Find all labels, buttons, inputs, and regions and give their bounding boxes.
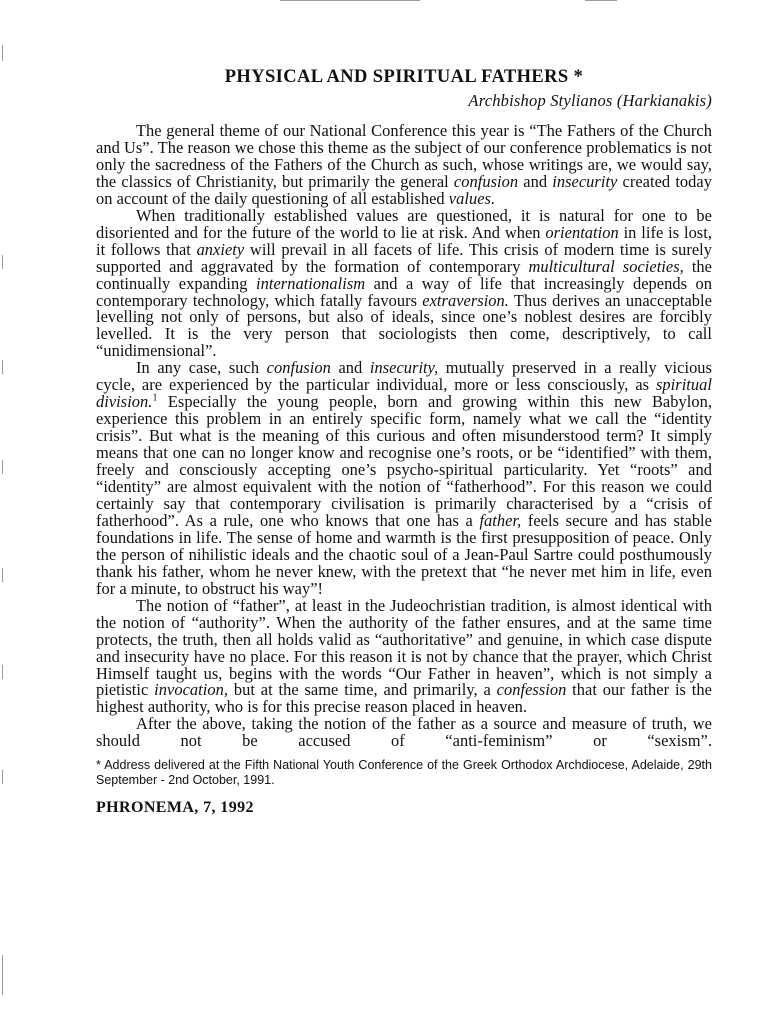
- article-title: PHYSICAL AND SPIRITUAL FATHERS *: [224, 67, 584, 87]
- italic-phrase: anxiety: [196, 239, 245, 259]
- scan-mark: [2, 460, 3, 474]
- italic-phrase: invocation,: [154, 680, 229, 700]
- article-body: [96, 123, 712, 750]
- text-run: and: [330, 358, 370, 378]
- text-run: When traditionally established values are questioned, it is natural for one to be disoriented and for the future of the world to lie at risk. And when: [96, 205, 712, 242]
- scan-mark: [2, 665, 3, 679]
- article-author: Archbishop Stylianos (Harkianakis): [468, 91, 712, 110]
- footnote: * Address delivered at the Fifth National Youth Conference of the Greek Orthodox Archdiocese, Adelaide, 29th September - 2nd October, 1991.: [96, 758, 712, 787]
- text-run: feels secure and has stable foundations in life. The sense of home and warmth is the first presupposition of peace. Only the person of nihilistic ideals and the chaotic soul of a Jean-Paul Sartre could posthumously thank his father, whom he never knew, with the pretext that “he never met him in life, even for a minute, to obstruct his way”!: [96, 510, 712, 598]
- italic-phrase: confusion: [266, 358, 331, 378]
- text-run: and: [518, 171, 553, 191]
- italic-phrase: values.: [448, 188, 496, 208]
- text-run: created today on account of the daily questioning of all established: [96, 171, 712, 208]
- italic-phrase: spiritual division.: [96, 375, 712, 412]
- text-run: The general theme of our National Conference this year is “The Fathers of the Church and Us”. The reason we chose this theme as the subject of our conference problematics is not only the sacredness of the Fathers of the Church as such, whose writings are, we would say, the classics of Christianity, but primarily the general: [96, 121, 712, 191]
- paragraph: [96, 595, 712, 717]
- text-run: In any case, such: [136, 358, 267, 378]
- document-page: [96, 60, 712, 817]
- text-run: Especially the young people, born and growing within this new Babylon, experience this problem in an entirely specific form, namely what we call the “identity crisis”. But what is the meaning of this curious and often misunderstood term? It simply means that one can no longer know and recognise one’s roots, or be “identified” with them, freely and consciously accepting one’s psycho-spiritual particularity. Yet “roots” and “identity” are almost equivalent with the notion of “fatherhood”. For this reason we could certainly say that contemporary civilisation is primarily characterised by a “crisis of fatherhood”. As a rule, one who knows that one has a: [96, 392, 712, 530]
- scan-mark: [2, 955, 3, 995]
- italic-phrase: confusion: [453, 171, 519, 191]
- text-run: The notion of “father”, at least in the Judeochristian tradition, is almost identical with the notion of “authority”. When the authority of the father ensures, and at the same time protects, the truth, then all holds valid as “authoritative” and genuine, in which case dispute and insecurity have no place. For this reason it is not by chance that the prayer, which Christ Himself taught us, begins with the words “Our Father in heaven”, which is not simply a pietistic: [96, 595, 712, 700]
- scan-mark: [2, 770, 3, 784]
- italic-phrase: insecurity: [552, 171, 618, 191]
- text-run: will prevail in all facets of life. This crisis of modern time is surely supported and aggravated by the formation of contemporary: [96, 239, 712, 276]
- scan-mark: [2, 360, 3, 374]
- footnote-marker: 1: [152, 392, 158, 404]
- paragraph: [96, 123, 712, 208]
- text-run: in life is lost, it follows that: [96, 222, 712, 259]
- italic-phrase: insecurity,: [369, 358, 439, 378]
- scan-mark: [2, 255, 3, 269]
- text-run: After the above, taking the notion of the father as a source and measure of truth, we should not be accused of “anti-feminism” or “sexism”.: [96, 714, 712, 751]
- paragraph: [96, 360, 712, 597]
- italic-phrase: orientation: [545, 222, 619, 242]
- text-run: and a way of life that increasingly depends on contemporary technology, which fatally favours: [96, 273, 712, 310]
- text-run: mutually preserved in a really vicious cycle, are experienced by the particular individual, more or less consciously, as: [96, 358, 712, 395]
- scan-mark: [280, 0, 420, 1]
- scan-mark: [585, 0, 617, 1]
- paragraph: [96, 716, 712, 750]
- text-run: the continually expanding: [96, 256, 712, 293]
- italic-phrase: internationalism: [256, 273, 366, 293]
- scan-mark: [2, 568, 3, 582]
- text-run: that our father is the highest authority, who is for this precise reason placed in heaven.: [96, 680, 712, 717]
- italic-phrase: extraversion.: [422, 290, 509, 310]
- text-run: but at the same time, and primarily, a: [228, 680, 497, 700]
- italic-phrase: confession: [496, 680, 567, 700]
- text-run: Thus derives an unacceptable levelling not only of persons, but also of ideals, since one’s noblest desires are forcibly levelled. It is the very person that sociologists then come, descriptively, to call “unidimensional”.: [96, 290, 712, 361]
- scan-mark: [2, 45, 3, 61]
- journal-citation: PHRONEMA, 7, 1992: [96, 799, 254, 817]
- paragraph: [96, 205, 712, 361]
- italic-phrase: father,: [479, 510, 522, 530]
- italic-phrase: multicultural societies,: [528, 256, 684, 276]
